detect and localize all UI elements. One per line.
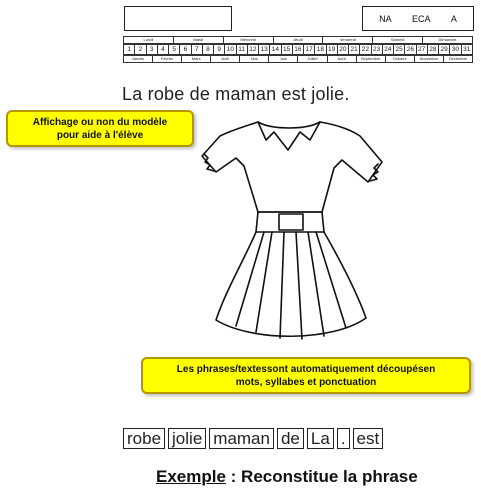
calendar-date-cell[interactable]: 2 [135,45,146,55]
calendar-days-table [123,36,473,44]
calendar-date-cell[interactable]: 6 [180,45,191,55]
calendar-date-cell[interactable]: 12 [247,45,258,55]
word-tile[interactable]: jolie [168,428,206,449]
calendar-date-cell[interactable]: 15 [281,45,292,55]
calendar-date-cell[interactable]: 31 [461,45,473,55]
calendar-month-cell[interactable]: Mars [182,56,211,63]
calendar-date-cell[interactable]: 8 [202,45,213,55]
calendar-date-cell[interactable]: 3 [146,45,157,55]
calendar-date-cell[interactable]: 1 [124,45,135,55]
callout-display-line2: pour aide à l'élève [56,129,144,141]
calendar-date-cell[interactable]: 5 [169,45,180,55]
callout-auto-split [141,357,471,394]
calendar-months-table [123,55,473,63]
calendar-date-cell[interactable]: 10 [225,45,236,55]
calendar-date-cell[interactable]: 20 [337,45,348,55]
calendar-date-cell[interactable]: 24 [382,45,393,55]
calendar-day-cell[interactable]: Jeudi [273,37,323,44]
word-tile[interactable]: La [307,428,334,449]
calendar-date-cell[interactable]: 4 [157,45,168,55]
calendar-date-cell[interactable]: 13 [259,45,270,55]
calendar-numbers-table [123,44,473,55]
calendar-date-cell[interactable]: 30 [450,45,461,55]
calendar-date-cell[interactable]: 7 [191,45,202,55]
callout-split-line2: mots, syllabes et ponctuation [235,376,377,388]
calendar-month-cell[interactable]: Mai [240,56,269,63]
calendar-date-cell[interactable]: 22 [360,45,371,55]
calendar-date-cell[interactable]: 25 [394,45,405,55]
calendar-month-cell[interactable]: Janvier [124,56,153,63]
name-field[interactable] [124,6,232,31]
eval-eca[interactable]: ECA [411,13,431,24]
calendar-date-cell[interactable]: 16 [292,45,303,55]
word-tile[interactable]: est [353,428,384,449]
example-text: : Reconstitue la phrase [225,467,418,486]
calendar-month-cell[interactable]: Août [327,56,356,63]
word-tile[interactable]: . [337,428,350,449]
calendar-day-cell[interactable]: Vendredi [323,37,373,44]
dress-icon [192,110,388,352]
calendar-month-cell[interactable]: Septembre [356,56,385,63]
evaluation-box [362,6,474,31]
calendar-month-cell[interactable]: Octobre [385,56,414,63]
calendar-day-cell[interactable]: Samedi [373,37,423,44]
date-calendar [123,36,473,63]
calendar-month-cell[interactable]: Avril [211,56,240,63]
word-tile[interactable]: robe [123,428,165,449]
calendar-month-cell[interactable]: Novembre [414,56,443,63]
example-caption [156,467,418,487]
eval-na[interactable]: NA [379,13,392,24]
callout-model-display [6,110,194,147]
callout-split-line1: Les phrases/textessont automatiquement découpésen [176,363,436,375]
word-tile[interactable]: maman [209,428,274,449]
word-tiles [123,428,383,449]
callout-display-line1: Affichage ou non du modèle [32,116,168,128]
calendar-date-cell[interactable]: 18 [315,45,326,55]
calendar-day-cell[interactable]: Lundi [124,37,174,44]
example-label: Exemple [156,467,226,486]
calendar-day-cell[interactable]: Mardi [173,37,223,44]
calendar-month-cell[interactable]: Février [153,56,182,63]
calendar-month-cell[interactable]: Juillet [298,56,327,63]
calendar-day-cell[interactable]: Mercredi [223,37,273,44]
calendar-date-cell[interactable]: 9 [214,45,225,55]
calendar-date-cell[interactable]: 27 [416,45,427,55]
word-tile[interactable]: de [277,428,304,449]
calendar-date-cell[interactable]: 17 [304,45,315,55]
calendar-date-cell[interactable]: 14 [270,45,281,55]
calendar-date-cell[interactable]: 26 [405,45,416,55]
calendar-date-cell[interactable]: 23 [371,45,382,55]
calendar-date-cell[interactable]: 11 [236,45,247,55]
calendar-month-cell[interactable]: Juin [269,56,298,63]
calendar-date-cell[interactable]: 19 [326,45,337,55]
calendar-month-cell[interactable]: Décembre [443,56,472,63]
model-sentence: La robe de maman est jolie. [122,84,350,104]
calendar-date-cell[interactable]: 28 [427,45,438,55]
eval-a[interactable]: A [450,13,457,24]
calendar-day-cell[interactable]: Dimanche [423,37,473,44]
calendar-date-cell[interactable]: 21 [349,45,360,55]
calendar-date-cell[interactable]: 29 [439,45,450,55]
